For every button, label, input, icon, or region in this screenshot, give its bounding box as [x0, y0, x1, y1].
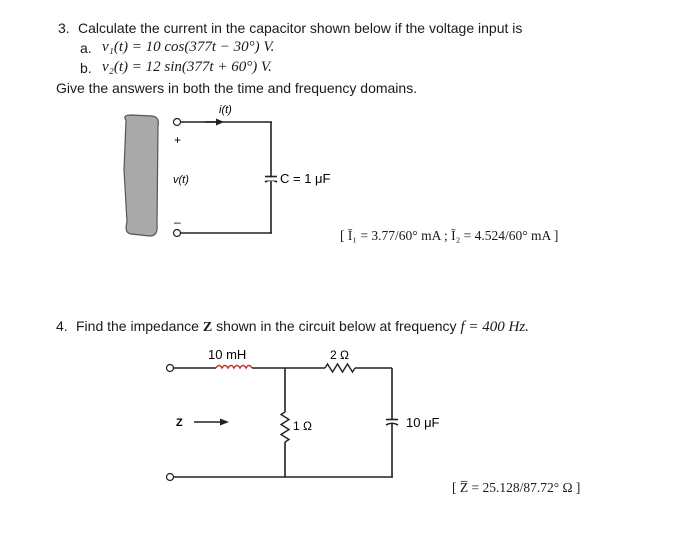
resistor-shunt [281, 412, 289, 442]
terminal-top-left [167, 365, 174, 372]
resistor-series-label: 2 Ω [330, 348, 349, 362]
voltage-source-block [124, 115, 158, 236]
inductor-label: 10 mH [208, 347, 247, 362]
capacitor-label: C = 1 μF [280, 171, 331, 186]
q4-number: 4. [56, 318, 68, 334]
q3-a-expression: v₁(t) = 10 cos(377t − 30°) V. [102, 39, 275, 55]
z-label: Z [176, 417, 183, 429]
z-arrow-icon [220, 419, 229, 426]
resistor-shunt-label: 1 Ω [293, 419, 312, 433]
q3-b-label: b. [80, 60, 92, 76]
capacitor-label: 10 μF [406, 415, 440, 430]
minus-sign: – [174, 215, 181, 229]
q3-b-expression: v₂(t) = 12 sin(377t + 60°) V. [102, 59, 272, 75]
q4-text-prefix: Find the impedance [76, 318, 199, 334]
terminal-top [174, 119, 181, 126]
terminal-bottom [174, 230, 181, 237]
q4-text-middle: shown in the circuit below at frequency [216, 318, 457, 334]
q3-a-label: a. [80, 40, 92, 56]
q4-answer: [ Z̅ = 25.128/87.72° Ω ] [452, 480, 581, 495]
q3-instruction: Give the answers in both the time and frequency domains. [56, 80, 418, 96]
resistor-series [325, 364, 355, 372]
current-label: i(t) [219, 104, 232, 116]
q4-circuit-diagram [0, 300, 683, 520]
plus-sign: + [174, 133, 182, 147]
inductor [216, 366, 252, 369]
current-arrow-icon [216, 119, 224, 126]
voltage-label: v(t) [173, 174, 189, 186]
q4-frequency: f = 400 Hz. [460, 319, 529, 335]
q3-answer: [ Ī₁ = 3.77/60° mA ; Ī₂ = 4.524/60° mA ] [340, 228, 559, 243]
q3-number: 3. [58, 20, 70, 36]
q4-z-symbol: Z [202, 320, 213, 335]
terminal-bottom-left [167, 474, 174, 481]
q3-text: Calculate the current in the capacitor shown below if the voltage input is [78, 20, 523, 36]
